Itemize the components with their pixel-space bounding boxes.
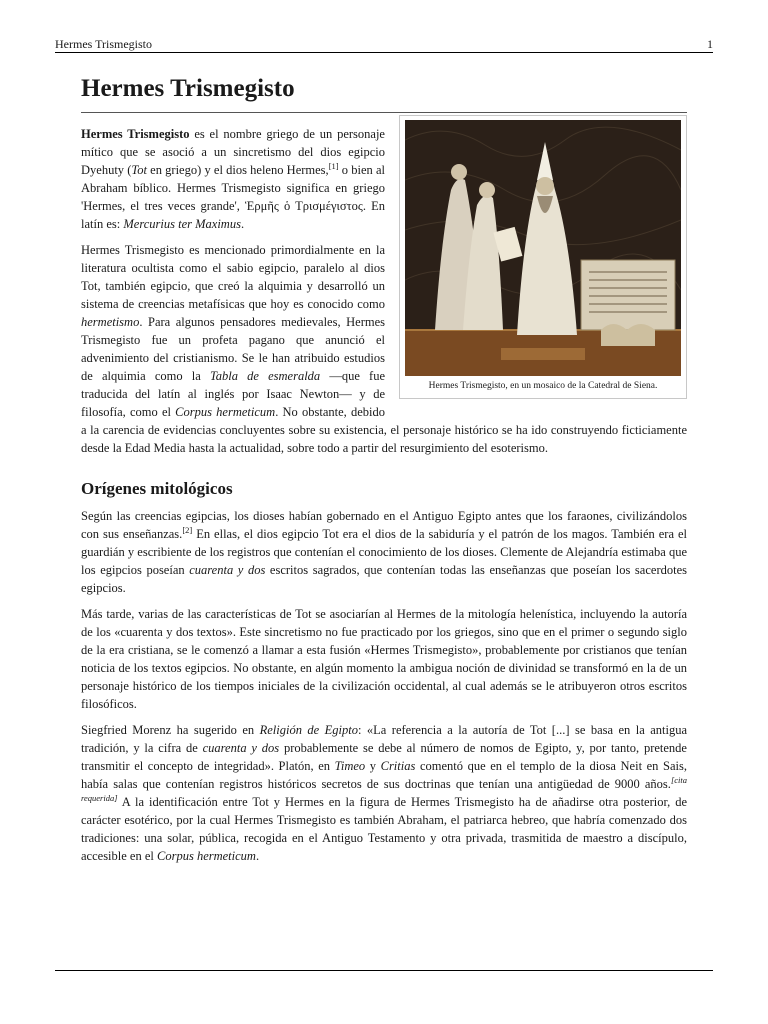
running-header bbox=[55, 36, 713, 53]
text-run: hermetismo bbox=[81, 315, 140, 329]
text-run: En ellas, el dios egipcio Tot era el dios de la sabiduría y el patrón de los magos. También era el guardián y escribiente de los registros que contenían el conocimiento de los dioses. Clemente de Alejandría estimaba que los egipcios poseían bbox=[81, 527, 688, 577]
text-run: . bbox=[255, 849, 260, 863]
text-run: Timeo bbox=[334, 759, 366, 773]
footer-rule bbox=[55, 970, 713, 971]
citation-needed-text: [cita requerida] bbox=[81, 774, 687, 803]
section-paragraph-2: Más tarde, varias de las características de Tot se asociarían al Hermes de la mitología helenística, incluyendo la autoría de los «cuarenta y dos textos». Este sincretismo no fue practicado por los griegos, sino que en el primer o segundo siglo de la era cristiana, se le comenzó a llamar a esta fusión «Hermes Trismegisto», probablemente por cristianos que tenían noticia de los textos egipcios. No obstante, en algún momento la ambigua noción de divinidad se transformó en la de un personaje histórico de los tiempos iniciales de la civilización occidental, al cual además se le atribuyeron otros escritos filosóficos. bbox=[81, 607, 687, 711]
text-run: Tot bbox=[131, 163, 147, 177]
text-run: A la identificación entre Tot y Hermes en la figura de Hermes Trismegisto ha de añadirse otra posterior, de carácter esotérico, por la cual Hermes Trismegisto es también Abraham, el patriarca hebreo, que habría comenzado dos tradiciones: una solar, pública, recogida en el Antiguo Testamento y otra privada, trasmitida de maestro a discípulo, accesible en el bbox=[81, 795, 687, 863]
text-run: Mercurius ter Maximus bbox=[123, 217, 241, 231]
citation-link[interactable]: [1] bbox=[328, 160, 339, 171]
text-run: Corpus hermeticum bbox=[175, 405, 276, 419]
text-run: escritos sagrados, que contenían todas las enseñanzas que poseían los sacerdotes egipcios. bbox=[81, 563, 687, 595]
text-run: es el nombre griego de un personaje mítico que se asoció a un sincretismo del dios egipcio Dyehuty ( bbox=[81, 127, 385, 177]
text-run: Tabla de esmeralda bbox=[209, 369, 321, 383]
text-run: Siegfried Morenz ha sugerido en bbox=[81, 723, 260, 737]
text-run: probablemente se debe al número de nomos de Egipto, y, por tanto, pretende transmitir el concepto de integridad». Platón, en bbox=[81, 741, 687, 773]
subject-name: Hermes Trismegisto bbox=[81, 127, 190, 141]
article-body bbox=[81, 72, 687, 873]
text-run: en griego) y el dios heleno Hermes, bbox=[146, 163, 329, 177]
text-run: Según las creencias egipcias, los dioses habían gobernado en el Antiguo Egipto antes que los faraones, civilizándolos con sus enseñanzas. bbox=[81, 509, 687, 541]
page-number: 1 bbox=[707, 37, 713, 51]
mosaic-image bbox=[405, 120, 681, 376]
text-run: Hermes Trismegisto es mencionado primordialmente en la literatura ocultista como el sabio egipcio, paralelo al dios Tot, también egipcio, que creó la alquimia y desarrolló un sistema de creencias metafísicas que hoy es conocido como bbox=[81, 243, 385, 311]
text-run: Critias bbox=[380, 759, 416, 773]
section-heading: Orígenes mitológicos bbox=[81, 479, 233, 498]
text-run: comentó que en el templo de la diosa Neit en Sais, había salas que contenían registros históricos secretos de sus doctrinas que tenían una antigüedad de 9000 años. bbox=[81, 759, 687, 791]
figure-caption: Hermes Trismegisto, en un mosaico de la Catedral de Siena. bbox=[428, 381, 658, 391]
text-run: cuarenta y dos bbox=[189, 563, 266, 577]
text-run: o bien al Abraham bíblico. Hermes Trismegisto significa en griego 'Hermes, el tres veces grande', Ἑρμῆς ὁ Τρισμέγιστος. En latín es: bbox=[81, 163, 386, 231]
text-run: . No obstante, debido a la carencia de evidencias concluyentes sobre su existencia, el personaje histórico se ha ido construyendo ficticiamente desde la Edad Media hasta la actualidad, sobre todo a partir del resurgimiento del esoterismo. bbox=[81, 405, 687, 455]
figure-mosaic bbox=[399, 115, 687, 399]
text-run: Corpus hermeticum bbox=[157, 849, 256, 863]
running-title: Hermes Trismegisto bbox=[55, 37, 153, 51]
text-run: : «La referencia a la autoría de Tot [...] se basa en la antigua tradición, y la cifra de bbox=[81, 723, 688, 755]
text-run: —que fue traducida del latín al inglés por Isaac Newton— y de filosofía, como el bbox=[81, 369, 385, 419]
text-run: y bbox=[365, 759, 381, 773]
text-run: Religión de Egipto bbox=[259, 723, 358, 737]
section-paragraph-1 bbox=[81, 507, 687, 597]
text-run: . bbox=[240, 217, 245, 231]
text-run: cuarenta y dos bbox=[202, 741, 280, 755]
citation-link[interactable]: [2] bbox=[182, 524, 193, 535]
section-paragraph-3 bbox=[81, 721, 687, 865]
page-title: Hermes Trismegisto bbox=[81, 72, 687, 113]
text-run: . Para algunos pensadores medievales, Hermes Trismegisto fue un profeta pagano que anunció el advenimiento del cristianismo. Se le han atribuido estudios de alquimia como la bbox=[81, 315, 385, 383]
